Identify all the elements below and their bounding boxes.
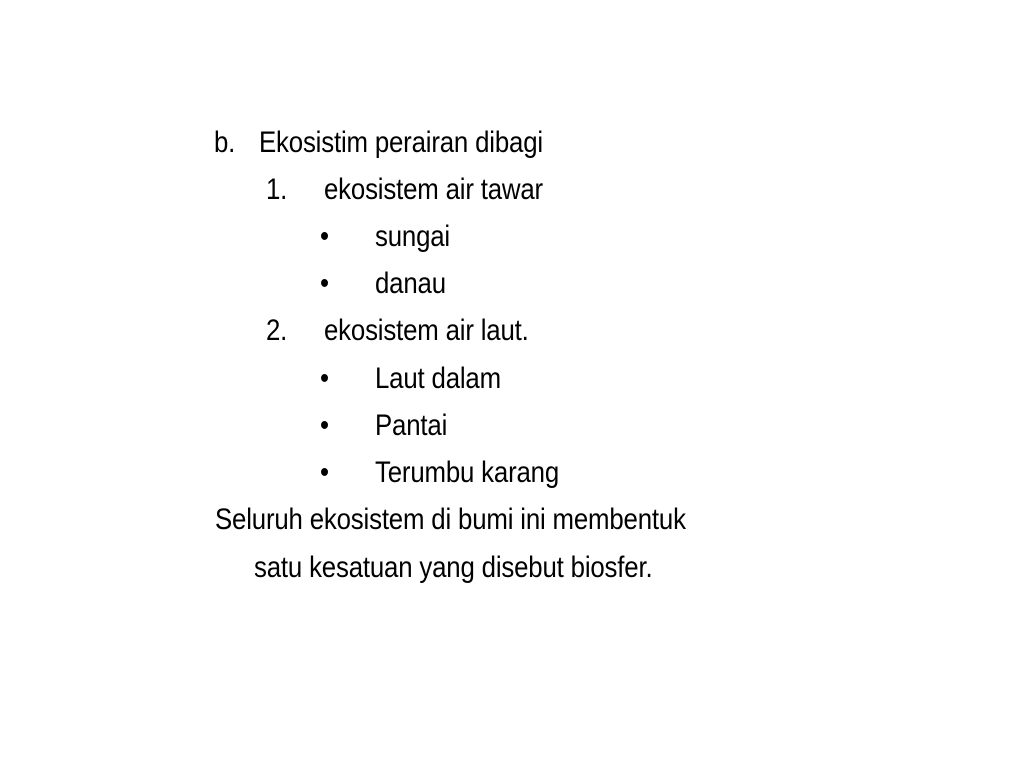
- bullet-marker: [320, 360, 329, 398]
- bullet-item-pantai: [375, 407, 447, 445]
- closing-text: satu kesatuan yang disebut biosfer.: [254, 551, 653, 584]
- bullet-item-sungai: [375, 218, 450, 256]
- heading-line: [214, 124, 235, 162]
- bullet-icon: •: [320, 267, 329, 300]
- list-item-number: 2.: [266, 314, 288, 347]
- list-item-text: ekosistem air laut.: [324, 314, 529, 347]
- bullet-item-laut-dalam: [375, 360, 501, 398]
- bullet-marker: [320, 407, 329, 445]
- heading-text-line: [259, 124, 543, 162]
- list-item-2: [324, 312, 529, 350]
- list-item-1: [324, 171, 543, 209]
- bullet-icon: •: [320, 220, 329, 253]
- closing-text: Seluruh ekosistem di bumi ini membentuk: [215, 503, 686, 536]
- bullet-icon: •: [320, 456, 329, 489]
- bullet-icon: •: [320, 362, 329, 395]
- list-item-marker-1: [266, 171, 287, 209]
- bullet-item-terumbu-karang: [375, 454, 559, 492]
- bullet-icon: •: [320, 409, 329, 442]
- bullet-text: Terumbu karang: [375, 456, 560, 489]
- bullet-text: sungai: [375, 220, 451, 253]
- list-item-marker-2: [266, 312, 287, 350]
- bullet-text: danau: [375, 267, 446, 300]
- list-item-number: 1.: [266, 173, 288, 206]
- bullet-text: Laut dalam: [375, 362, 501, 395]
- closing-line-1: [215, 501, 686, 539]
- closing-line-2: [254, 549, 652, 587]
- heading-marker: b.: [214, 126, 236, 159]
- heading-text: Ekosistim perairan dibagi: [259, 126, 543, 159]
- bullet-item-danau: [375, 265, 446, 303]
- bullet-text: Pantai: [375, 409, 448, 442]
- bullet-marker: [320, 454, 329, 492]
- list-item-text: ekosistem air tawar: [324, 173, 543, 206]
- bullet-marker: [320, 218, 329, 256]
- bullet-marker: [320, 265, 329, 303]
